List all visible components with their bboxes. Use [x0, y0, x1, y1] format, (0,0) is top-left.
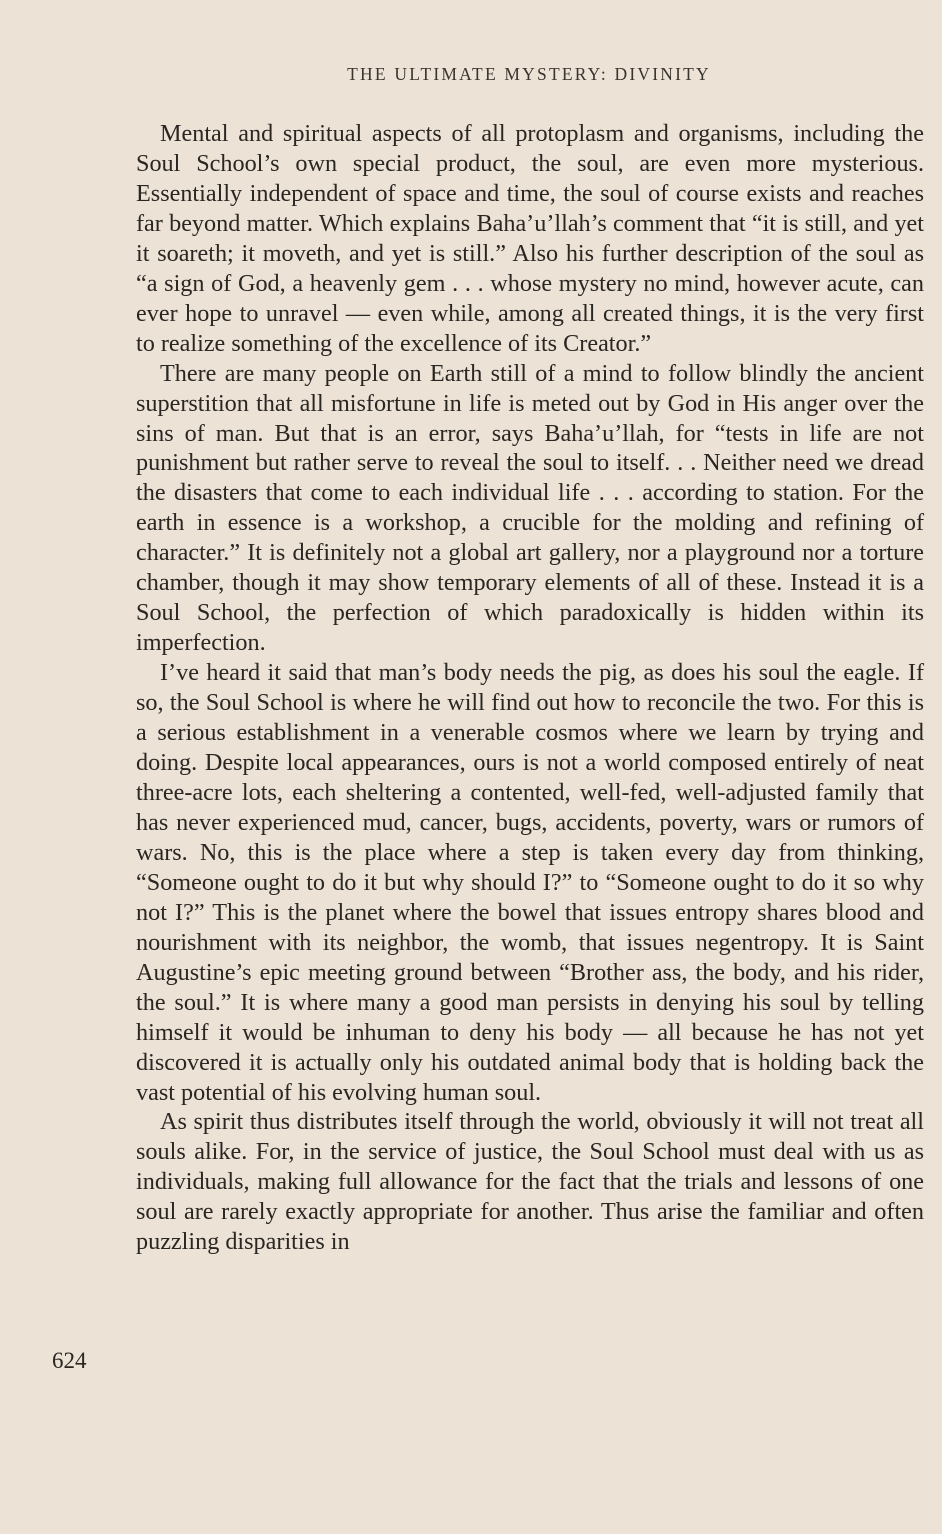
body-text: [136, 119, 924, 1257]
paragraph-3: I’ve heard it said that man’s body needs the pig, as does his soul the eagle. If so, the Soul School is where he will find out how to reconcile the two. For this is a serious establishment in a venerable cosmos where we learn by trying and doing. Despite local appearances, ours is not a world composed entirely of neat three-acre lots, each sheltering a contented, well-fed, well-adjusted family that has never experienced mud, cancer, bugs, accidents, poverty, wars or rumors of wars. No, this is the place where a step is taken every day from thinking, “Someone ought to do it but why should I?” to “Someone ought to do it so why not I?” This is the planet where the bowel that issues entropy shares blood and nourishment with its neighbor, the womb, that issues negentropy. It is Saint Augustine’s epic meeting ground between “Brother ass, the body, and his rider, the soul.” It is where many a good man persists in denying his soul by telling himself it would be inhuman to deny his body — all because he has not yet discovered it is actually only his outdated animal body that is holding back the vast potential of his evolving human soul.: [136, 659, 924, 1106]
paragraph-2: There are many people on Earth still of a mind to follow blindly the ancient superstition that all misfortune in life is meted out by God in His anger over the sins of man. But that is an error, says Baha’u’llah, for “tests in life are not punishment but rather serve to reveal the soul to itself. . . Neither need we dread the disasters that come to each individual life . . . according to station. For the earth in essence is a workshop, a crucible for the molding and refining of character.” It is definitely not a global art gallery, nor a playground nor a torture chamber, though it may show temporary elements of all of these. Instead it is a Soul School, the perfection of which paradoxically is hidden within its imperfection.: [136, 359, 924, 657]
page-number: 624: [52, 1348, 87, 1373]
paragraph-4: As spirit thus distributes itself through the world, obviously it will not treat all souls alike. For, in the service of justice, the Soul School must deal with us as individuals, making full allowance for the fact that the trials and lessons of one soul are rarely exactly appropriate for another. Thus arise the familiar and often puzzling disparities in: [136, 1108, 924, 1256]
paragraph-1: Mental and spiritual aspects of all protoplasm and organisms, including the Soul School’s own special product, the soul, are even more mysterious. Essentially independent of space and time, the soul of course exists and reaches far beyond matter. Which explains Baha’u’llah’s comment that “it is still, and yet it soareth; it moveth, and yet is still.” Also his further description of the soul as “a sign of God, a heavenly gem . . . whose mystery no mind, however acute, can ever hope to unravel — even while, among all created things, it is the very first to realize something of the excellence of its Creator.”: [136, 120, 924, 357]
running-head: THE ULTIMATE MYSTERY: DIVINITY: [347, 64, 711, 84]
